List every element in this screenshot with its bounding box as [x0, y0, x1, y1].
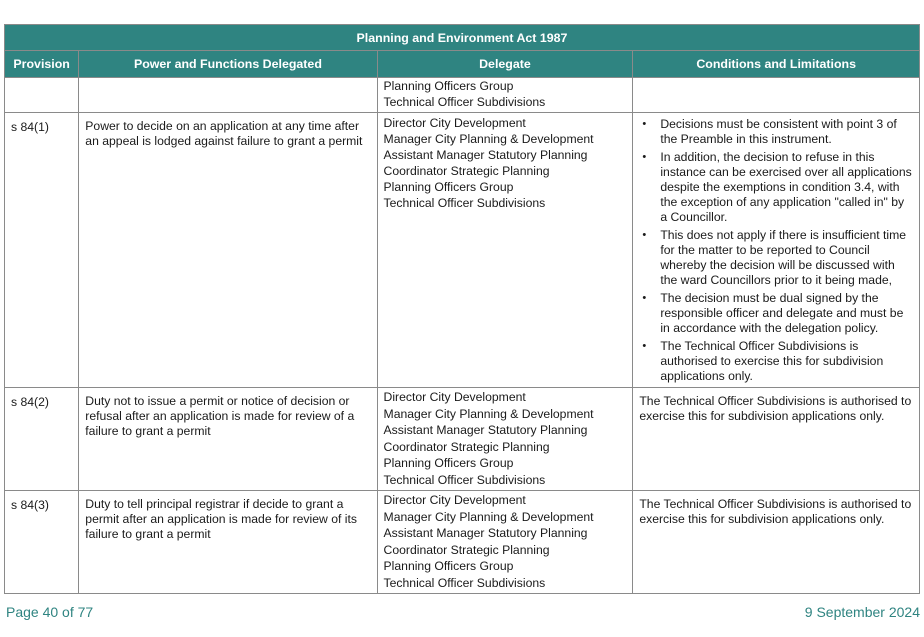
delegate-cell: [377, 388, 633, 491]
delegate-item: Technical Officer Subdivisions: [383, 472, 546, 487]
provision-cell: s 84(2): [5, 388, 79, 491]
provision-cell: s 84(3): [5, 491, 79, 594]
conditions-list: [639, 117, 913, 384]
delegate-cell: [377, 113, 633, 388]
table-row: [5, 78, 920, 113]
header-delegate: Delegate: [377, 51, 633, 78]
delegate-cell: [377, 78, 633, 113]
delegate-item: Director City Development: [383, 116, 526, 130]
table-row: [5, 388, 920, 491]
delegate-item: Assistant Manager Statutory Planning: [383, 423, 588, 437]
power-cell: Power to decide on an application at any time after an appeal is lodged against failure to grant a permit: [79, 113, 377, 388]
delegate-item: Manager City Planning & Development: [383, 132, 594, 146]
delegate-item: Technical Officer Subdivisions: [383, 196, 546, 210]
condition-item: • Decisions must be consistent with point 3 of the Preamble in this instrument.: [639, 117, 913, 147]
provision-cell: [5, 78, 79, 113]
delegate-item: Planning Officers Group: [383, 559, 514, 573]
table-row: [5, 113, 920, 388]
power-cell: Duty not to issue a permit or notice of decision or refusal after an application is made for review of a failure to grant a permit: [79, 388, 377, 491]
delegate-item: Director City Development: [383, 390, 526, 404]
delegate-item: Planning Officers Group: [383, 79, 514, 93]
table-title: Planning and Environment Act 1987: [5, 25, 920, 51]
power-cell: Duty to tell principal registrar if decide to grant a permit after an application is made for review of its failure to grant a permit: [79, 491, 377, 594]
delegate-item: Assistant Manager Statutory Planning: [383, 148, 588, 162]
condition-item: • This does not apply if there is insufficient time for the matter to be reported to Council whereby the decision will be discussed with the ward Councillors prior to it being made,: [639, 228, 913, 288]
condition-item: • In addition, the decision to refuse in this instance can be exercised over all applications despite the exemptions in condition 3.4, with the exception of any application "called in" by a Councillor.: [639, 150, 913, 225]
delegate-item: Coordinator Strategic Planning: [383, 439, 550, 454]
delegate-cell: [377, 491, 633, 594]
delegate-item: Coordinator Strategic Planning: [383, 164, 550, 178]
delegate-item: Director City Development: [383, 493, 526, 507]
power-cell: [79, 78, 377, 113]
header-conditions: Conditions and Limitations: [633, 51, 920, 78]
conditions-cell: The Technical Officer Subdivisions is authorised to exercise this for subdivision applications only.: [633, 388, 920, 491]
condition-item: • The Technical Officer Subdivisions is authorised to exercise this for subdivision applications only.: [639, 339, 913, 384]
delegate-item: Technical Officer Subdivisions: [383, 95, 546, 109]
document-date: 9 September 2024: [804, 604, 920, 620]
condition-item: • The decision must be dual signed by the responsible officer and delegate and must be in accordance with the delegation policy.: [639, 291, 913, 336]
delegation-table: [4, 24, 920, 594]
page-number: Page 40 of 77: [6, 604, 94, 620]
delegate-item: Assistant Manager Statutory Planning: [383, 526, 588, 540]
conditions-cell: The Technical Officer Subdivisions is authorised to exercise this for subdivision applications only.: [633, 491, 920, 594]
delegate-item: Planning Officers Group: [383, 456, 514, 470]
header-provision: Provision: [5, 51, 79, 78]
header-power: Power and Functions Delegated: [79, 51, 377, 78]
delegate-item: Manager City Planning & Development: [383, 406, 594, 421]
delegate-item: Coordinator Strategic Planning: [383, 542, 550, 557]
conditions-cell: [633, 78, 920, 113]
delegate-item: Technical Officer Subdivisions: [383, 575, 546, 590]
delegate-item: Manager City Planning & Development: [383, 509, 594, 524]
provision-cell: s 84(1): [5, 113, 79, 388]
delegate-item: Planning Officers Group: [383, 180, 514, 194]
conditions-cell: [633, 113, 920, 388]
table-row: [5, 491, 920, 594]
